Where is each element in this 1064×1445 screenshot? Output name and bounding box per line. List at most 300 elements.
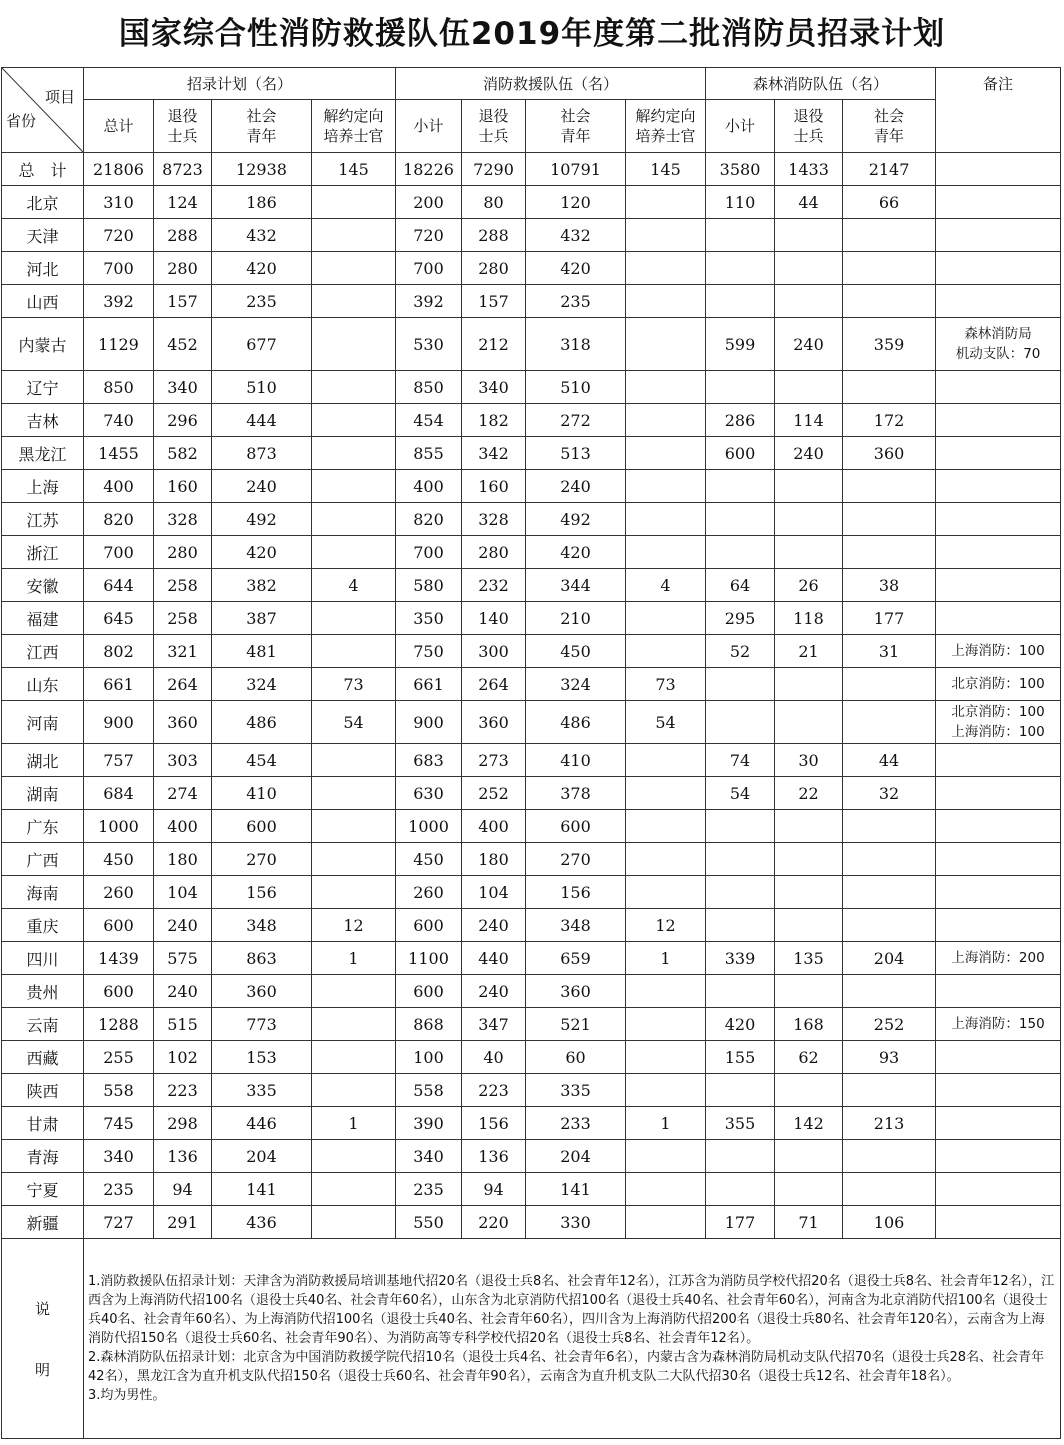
table-row — [2, 876, 1061, 909]
value-cell: 145 — [626, 153, 706, 186]
value-cell: 260 — [84, 876, 154, 909]
header-row-sub — [2, 100, 1061, 153]
subheader-veteran: 退役 士兵 — [154, 100, 212, 153]
value-cell — [312, 404, 396, 437]
value-cell: 510 — [212, 371, 312, 404]
value-cell: 684 — [84, 777, 154, 810]
value-cell: 530 — [396, 318, 462, 371]
value-cell: 62 — [775, 1041, 843, 1074]
value-cell — [706, 668, 775, 701]
value-cell — [626, 404, 706, 437]
value-cell: 141 — [526, 1173, 626, 1206]
value-cell: 120 — [526, 186, 626, 219]
remark-cell — [936, 1008, 1061, 1041]
value-cell: 54 — [312, 701, 396, 744]
value-cell — [775, 371, 843, 404]
value-cell — [312, 843, 396, 876]
value-cell: 26 — [775, 569, 843, 602]
value-cell: 235 — [84, 1173, 154, 1206]
table-row — [2, 219, 1061, 252]
remark-cell — [936, 1041, 1061, 1074]
table-body — [2, 68, 1061, 1439]
value-cell: 745 — [84, 1107, 154, 1140]
value-cell: 452 — [154, 318, 212, 371]
notes-label — [2, 1239, 84, 1439]
value-cell: 296 — [154, 404, 212, 437]
value-cell — [312, 975, 396, 1008]
province-cell: 浙江 — [2, 536, 84, 569]
value-cell — [312, 1008, 396, 1041]
subheader-veteran: 退役 士兵 — [775, 100, 843, 153]
province-cell: 安徽 — [2, 569, 84, 602]
value-cell — [843, 285, 936, 318]
province-cell: 总 计 — [2, 153, 84, 186]
value-cell: 210 — [526, 602, 626, 635]
remark-cell — [936, 777, 1061, 810]
value-cell: 492 — [212, 503, 312, 536]
table-row — [2, 1008, 1061, 1041]
value-cell: 233 — [526, 1107, 626, 1140]
value-cell: 1100 — [396, 942, 462, 975]
value-cell — [706, 701, 775, 744]
value-cell: 213 — [843, 1107, 936, 1140]
value-cell — [312, 219, 396, 252]
table-row — [2, 1074, 1061, 1107]
value-cell: 156 — [212, 876, 312, 909]
value-cell: 420 — [706, 1008, 775, 1041]
value-cell — [775, 810, 843, 843]
remark-line: 北京消防：100 — [951, 676, 1045, 692]
value-cell: 21 — [775, 635, 843, 668]
value-cell: 94 — [462, 1173, 526, 1206]
value-cell — [312, 186, 396, 219]
province-cell: 甘肃 — [2, 1107, 84, 1140]
value-cell — [626, 876, 706, 909]
value-cell: 182 — [462, 404, 526, 437]
value-cell: 295 — [706, 602, 775, 635]
remark-line: 北京消防：100 — [951, 704, 1045, 720]
value-cell: 486 — [526, 701, 626, 744]
province-cell: 河北 — [2, 252, 84, 285]
remark-cell — [936, 285, 1061, 318]
value-cell: 450 — [84, 843, 154, 876]
remark-cell — [936, 437, 1061, 470]
value-cell: 106 — [843, 1206, 936, 1239]
value-cell: 873 — [212, 437, 312, 470]
value-cell: 60 — [526, 1041, 626, 1074]
value-cell: 291 — [154, 1206, 212, 1239]
table-row — [2, 503, 1061, 536]
value-cell: 382 — [212, 569, 312, 602]
value-cell: 3580 — [706, 153, 775, 186]
value-cell — [312, 810, 396, 843]
value-cell — [775, 843, 843, 876]
value-cell: 850 — [396, 371, 462, 404]
value-cell: 73 — [312, 668, 396, 701]
remark-cell — [936, 252, 1061, 285]
value-cell — [312, 503, 396, 536]
value-cell: 348 — [212, 909, 312, 942]
province-cell: 河南 — [2, 701, 84, 744]
value-cell: 156 — [526, 876, 626, 909]
remark-cell — [936, 1206, 1061, 1239]
province-cell: 青海 — [2, 1140, 84, 1173]
value-cell: 12 — [312, 909, 396, 942]
value-cell: 1455 — [84, 437, 154, 470]
value-cell — [775, 701, 843, 744]
value-cell: 727 — [84, 1206, 154, 1239]
value-cell: 7290 — [462, 153, 526, 186]
value-cell: 600 — [212, 810, 312, 843]
value-cell: 270 — [212, 843, 312, 876]
value-cell: 700 — [396, 252, 462, 285]
value-cell — [843, 371, 936, 404]
value-cell — [706, 876, 775, 909]
value-cell: 600 — [396, 909, 462, 942]
value-cell: 252 — [843, 1008, 936, 1041]
value-cell — [312, 470, 396, 503]
value-cell — [626, 219, 706, 252]
value-cell: 348 — [526, 909, 626, 942]
province-cell: 福建 — [2, 602, 84, 635]
value-cell — [706, 909, 775, 942]
value-cell: 392 — [84, 285, 154, 318]
value-cell: 264 — [462, 668, 526, 701]
value-cell — [626, 318, 706, 371]
value-cell: 600 — [396, 975, 462, 1008]
value-cell — [626, 470, 706, 503]
value-cell: 286 — [706, 404, 775, 437]
value-cell: 400 — [154, 810, 212, 843]
value-cell: 328 — [154, 503, 212, 536]
value-cell: 440 — [462, 942, 526, 975]
value-cell — [843, 1173, 936, 1206]
value-cell: 136 — [462, 1140, 526, 1173]
value-cell: 360 — [212, 975, 312, 1008]
province-cell: 湖北 — [2, 744, 84, 777]
table-row — [2, 252, 1061, 285]
value-cell: 160 — [462, 470, 526, 503]
note-line: 1.消防救援队伍招录计划：天津含为消防救援局培训基地代招20名（退役士兵8名、社会青年12名），江苏含为消防员学校代招20名（退役士兵8名、社会青年12名），江西含为上海消防代招100名（退役士兵40名、社会青年60名），山东含为北京消防代招100名（退役士兵40名、社会青年60名），河南含为北京消防代招100名（退役士兵40名、社会青年60名）、为上海消防代招100名（退役士兵40名、社会青年60名），四川含为上海消防代招200名（退役士兵80名、社会青年120名），云南含为上海消防代招150名（退役士兵60名、社会青年90名）、为消防高等专科学校代招20名（退役士兵8名、社会青年12名）。 — [88, 1274, 1055, 1346]
value-cell: 575 — [154, 942, 212, 975]
value-cell: 335 — [526, 1074, 626, 1107]
remark-cell — [936, 219, 1061, 252]
value-cell: 156 — [462, 1107, 526, 1140]
value-cell: 1433 — [775, 153, 843, 186]
value-cell: 300 — [462, 635, 526, 668]
remark-line: 上海消防：100 — [951, 643, 1045, 659]
value-cell — [706, 1074, 775, 1107]
value-cell — [775, 285, 843, 318]
value-cell: 235 — [526, 285, 626, 318]
value-cell — [775, 470, 843, 503]
value-cell: 720 — [84, 219, 154, 252]
subheader-veteran: 退役 士兵 — [462, 100, 526, 153]
value-cell: 328 — [462, 503, 526, 536]
value-cell: 4 — [312, 569, 396, 602]
table-row — [2, 285, 1061, 318]
value-cell — [626, 1206, 706, 1239]
value-cell: 340 — [396, 1140, 462, 1173]
remark-cell — [936, 744, 1061, 777]
table-row — [2, 744, 1061, 777]
value-cell — [775, 503, 843, 536]
value-cell: 1129 — [84, 318, 154, 371]
value-cell — [775, 1140, 843, 1173]
value-cell: 360 — [526, 975, 626, 1008]
value-cell — [626, 777, 706, 810]
value-cell: 400 — [84, 470, 154, 503]
value-cell: 141 — [212, 1173, 312, 1206]
value-cell — [843, 810, 936, 843]
value-cell: 446 — [212, 1107, 312, 1140]
value-cell: 280 — [154, 536, 212, 569]
table-row — [2, 909, 1061, 942]
value-cell: 740 — [84, 404, 154, 437]
value-cell: 340 — [84, 1140, 154, 1173]
value-cell: 102 — [154, 1041, 212, 1074]
value-cell — [626, 843, 706, 876]
value-cell: 720 — [396, 219, 462, 252]
value-cell: 550 — [396, 1206, 462, 1239]
value-cell: 1000 — [396, 810, 462, 843]
remark-cell — [936, 1173, 1061, 1206]
value-cell: 450 — [396, 843, 462, 876]
value-cell: 44 — [843, 744, 936, 777]
value-cell: 104 — [462, 876, 526, 909]
value-cell: 80 — [462, 186, 526, 219]
value-cell: 177 — [706, 1206, 775, 1239]
value-cell: 258 — [154, 569, 212, 602]
value-cell: 420 — [212, 252, 312, 285]
remark-cell — [936, 1140, 1061, 1173]
value-cell: 359 — [843, 318, 936, 371]
value-cell: 2147 — [843, 153, 936, 186]
value-cell: 342 — [462, 437, 526, 470]
value-cell — [626, 602, 706, 635]
remark-cell — [936, 909, 1061, 942]
note-line: 3.均为男性。 — [88, 1388, 166, 1403]
value-cell: 124 — [154, 186, 212, 219]
remark-cell — [936, 503, 1061, 536]
notes-content — [84, 1239, 1061, 1439]
value-cell: 868 — [396, 1008, 462, 1041]
value-cell: 235 — [212, 285, 312, 318]
value-cell: 1 — [312, 1107, 396, 1140]
value-cell: 100 — [396, 1041, 462, 1074]
value-cell: 510 — [526, 371, 626, 404]
province-cell: 江西 — [2, 635, 84, 668]
value-cell: 310 — [84, 186, 154, 219]
table-row — [2, 1041, 1061, 1074]
remark-cell — [936, 1074, 1061, 1107]
value-cell — [626, 371, 706, 404]
value-cell: 54 — [626, 701, 706, 744]
value-cell — [775, 252, 843, 285]
table-row — [2, 701, 1061, 744]
value-cell: 340 — [462, 371, 526, 404]
value-cell: 1 — [626, 942, 706, 975]
province-cell: 广东 — [2, 810, 84, 843]
value-cell: 260 — [396, 876, 462, 909]
value-cell — [626, 635, 706, 668]
value-cell: 255 — [84, 1041, 154, 1074]
value-cell — [843, 503, 936, 536]
value-cell: 600 — [526, 810, 626, 843]
value-cell: 558 — [84, 1074, 154, 1107]
remark-cell — [936, 876, 1061, 909]
value-cell: 432 — [526, 219, 626, 252]
value-cell: 71 — [775, 1206, 843, 1239]
value-cell — [626, 1074, 706, 1107]
province-cell: 四川 — [2, 942, 84, 975]
value-cell — [843, 219, 936, 252]
value-cell — [312, 1041, 396, 1074]
value-cell: 344 — [526, 569, 626, 602]
value-cell: 180 — [154, 843, 212, 876]
value-cell: 450 — [526, 635, 626, 668]
table-row — [2, 404, 1061, 437]
value-cell — [312, 371, 396, 404]
value-cell: 1000 — [84, 810, 154, 843]
value-cell: 481 — [212, 635, 312, 668]
value-cell: 40 — [462, 1041, 526, 1074]
value-cell: 252 — [462, 777, 526, 810]
value-cell: 521 — [526, 1008, 626, 1041]
value-cell: 324 — [212, 668, 312, 701]
value-cell: 180 — [462, 843, 526, 876]
value-cell — [312, 1206, 396, 1239]
province-cell: 宁夏 — [2, 1173, 84, 1206]
value-cell: 54 — [706, 777, 775, 810]
remark-cell — [936, 668, 1061, 701]
value-cell — [626, 1041, 706, 1074]
province-cell: 重庆 — [2, 909, 84, 942]
value-cell — [626, 1140, 706, 1173]
value-cell: 599 — [706, 318, 775, 371]
value-cell — [626, 503, 706, 536]
remark-cell — [936, 470, 1061, 503]
province-cell: 内蒙古 — [2, 318, 84, 371]
subheader-youth: 社会 青年 — [212, 100, 312, 153]
value-cell: 339 — [706, 942, 775, 975]
value-cell: 850 — [84, 371, 154, 404]
value-cell: 177 — [843, 602, 936, 635]
table-row — [2, 1140, 1061, 1173]
value-cell: 223 — [462, 1074, 526, 1107]
value-cell: 820 — [396, 503, 462, 536]
value-cell: 390 — [396, 1107, 462, 1140]
remark-cell — [936, 371, 1061, 404]
value-cell: 863 — [212, 942, 312, 975]
value-cell: 280 — [462, 536, 526, 569]
group-header-remarks: 备注 — [936, 68, 1061, 153]
value-cell: 378 — [526, 777, 626, 810]
value-cell: 513 — [526, 437, 626, 470]
value-cell: 160 — [154, 470, 212, 503]
value-cell: 4 — [626, 569, 706, 602]
value-cell: 410 — [526, 744, 626, 777]
value-cell — [312, 1140, 396, 1173]
value-cell: 264 — [154, 668, 212, 701]
province-cell: 新疆 — [2, 1206, 84, 1239]
province-cell: 辽宁 — [2, 371, 84, 404]
notes-label-char: 明 — [34, 1360, 50, 1379]
value-cell: 750 — [396, 635, 462, 668]
value-cell: 21806 — [84, 153, 154, 186]
remark-cell — [936, 536, 1061, 569]
value-cell — [775, 975, 843, 1008]
table-row — [2, 470, 1061, 503]
value-cell — [775, 876, 843, 909]
value-cell: 155 — [706, 1041, 775, 1074]
value-cell: 700 — [396, 536, 462, 569]
value-cell: 22 — [775, 777, 843, 810]
value-cell: 52 — [706, 635, 775, 668]
value-cell — [312, 635, 396, 668]
value-cell: 900 — [396, 701, 462, 744]
value-cell: 240 — [462, 909, 526, 942]
value-cell — [626, 285, 706, 318]
value-cell — [706, 470, 775, 503]
value-cell: 240 — [154, 975, 212, 1008]
value-cell: 240 — [462, 975, 526, 1008]
remark-cell — [936, 975, 1061, 1008]
remark-line: 上海消防：100 — [951, 724, 1045, 740]
value-cell: 661 — [84, 668, 154, 701]
value-cell: 387 — [212, 602, 312, 635]
value-cell — [775, 1173, 843, 1206]
table-row — [2, 635, 1061, 668]
value-cell: 420 — [526, 252, 626, 285]
value-cell: 644 — [84, 569, 154, 602]
table-row — [2, 1206, 1061, 1239]
value-cell — [312, 536, 396, 569]
value-cell — [706, 975, 775, 1008]
subheader-youth: 社会 青年 — [526, 100, 626, 153]
value-cell — [843, 1140, 936, 1173]
value-cell: 168 — [775, 1008, 843, 1041]
table-row — [2, 942, 1061, 975]
value-cell: 400 — [396, 470, 462, 503]
value-cell: 272 — [526, 404, 626, 437]
value-cell: 157 — [154, 285, 212, 318]
recruitment-table — [1, 67, 1061, 1439]
value-cell: 360 — [462, 701, 526, 744]
group-header-plan: 招录计划（名） — [84, 68, 396, 100]
table-row — [2, 186, 1061, 219]
header-row-groups — [2, 68, 1061, 100]
value-cell: 1439 — [84, 942, 154, 975]
value-cell — [706, 1173, 775, 1206]
value-cell: 94 — [154, 1173, 212, 1206]
value-cell: 212 — [462, 318, 526, 371]
remark-cell — [936, 635, 1061, 668]
remark-cell — [936, 186, 1061, 219]
value-cell: 145 — [312, 153, 396, 186]
value-cell: 110 — [706, 186, 775, 219]
table-row — [2, 371, 1061, 404]
value-cell: 330 — [526, 1206, 626, 1239]
table-row — [2, 602, 1061, 635]
table-row — [2, 843, 1061, 876]
value-cell — [312, 1074, 396, 1107]
value-cell — [706, 371, 775, 404]
value-cell — [706, 843, 775, 876]
value-cell: 136 — [154, 1140, 212, 1173]
value-cell: 436 — [212, 1206, 312, 1239]
value-cell — [626, 252, 706, 285]
